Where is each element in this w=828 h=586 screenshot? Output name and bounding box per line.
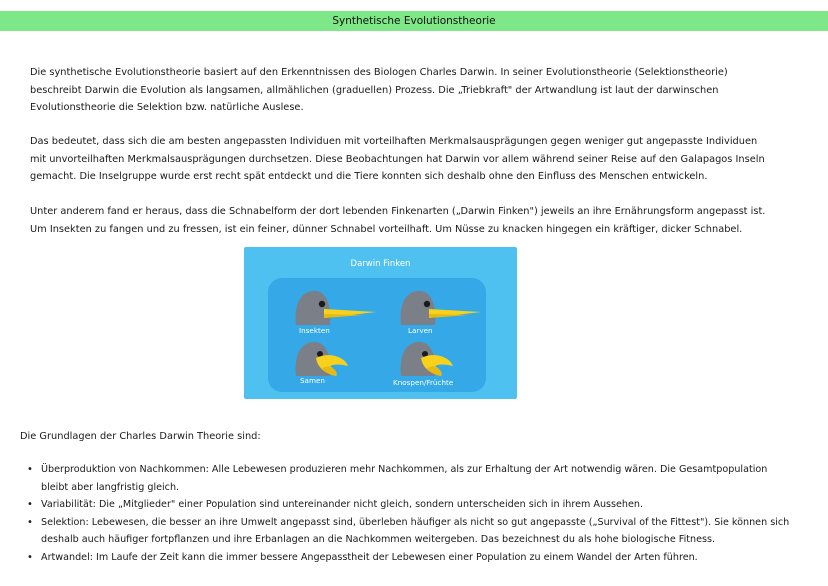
list-heading: Die Grundlagen der Charles Darwin Theorie sind: bbox=[20, 431, 261, 442]
finch-larven bbox=[399, 287, 484, 327]
darwin-principles-list bbox=[25, 461, 795, 566]
finch-label-larven: Larven bbox=[408, 326, 433, 335]
finch-insekten bbox=[294, 287, 379, 327]
finch-knospen bbox=[399, 340, 459, 378]
selection-paragraph: Das bedeutet, dass sich die am besten angepassten Individuen mit vorteilhaften Merkmalsausprägungen gegen weniger gut angepasste Individuen mit unvorteilhaften Merkmalsausprägungen durchsetzen. Diese Beobachtungen hat Darwin vor allem während seiner Reise auf den Galapagos Inseln gemacht. Die Inselgruppe wurde erst recht spät entdeckt und die Tiere konnten sich deshalb ohne den Einfluss des Menschen entwickeln. bbox=[30, 136, 765, 182]
finches-paragraph: Unter anderem fand er heraus, dass die Schnabelform der dort lebenden Finkenarten („Darwin Finken") jeweils an ihre Ernährungsform angepasst ist. Um Insekten zu fangen und zu fressen, ist ein feiner, dünner Schnabel vorteilhaft. Um Nüsse zu knacken hingegen ein kräftiger, dicker Schnabel. bbox=[30, 206, 766, 235]
list-item: • Variabilität: Die „Mitglieder" einer Population sind untereinander nicht gleich, sondern unterscheiden sich in ihrem Aussehen. bbox=[25, 496, 795, 514]
finch-thick-beak-icon bbox=[399, 340, 459, 378]
finch-thin-beak-icon bbox=[399, 287, 484, 327]
finch-thick-beak-icon bbox=[294, 340, 354, 378]
page-title-banner bbox=[0, 11, 828, 31]
darwin-finches-figure bbox=[244, 247, 517, 399]
list-item: • Selektion: Lebewesen, die besser an ihre Umwelt angepasst sind, überleben häufiger als nicht so gut angepasste („Survival of the Fittest"). Sie können sich deshalb auch häufiger fortpflanzen und ihre Erbanlagen an die Nachkommen weitergeben. Das bezeichnest du als hohe biologische Fitness. bbox=[25, 514, 795, 549]
figure-title: Darwin Finken bbox=[350, 259, 411, 269]
finch-label-knospen: Knospen/Früchte bbox=[393, 378, 454, 387]
list-item: • Artwandel: Im Laufe der Zeit kann die immer bessere Angepasstheit der Lebewesen einer Population zu einem Wandel der Arten führen. bbox=[25, 549, 795, 567]
finch-thin-beak-icon bbox=[294, 287, 379, 327]
list-item: • Überproduktion von Nachkommen: Alle Lebewesen produzieren mehr Nachkommen, als zur Erhaltung der Art notwendig wären. Die Gesamtpopulation bleibt aber langfristig gleich. bbox=[25, 461, 795, 496]
finch-label-samen: Samen bbox=[300, 376, 325, 385]
finch-samen bbox=[294, 340, 354, 378]
intro-paragraph: Die synthetische Evolutionstheorie basiert auf den Erkenntnissen des Biologen Charles Darwin. In seiner Evolutionstheorie (Selektionstheorie) beschreibt Darwin die Evolution als langsamen, allmählichen (graduellen) Prozess. Die „Triebkraft" der Artwandlung ist laut der darwinschen Evolutionstheorie die Selektion bzw. natürliche Auslese. bbox=[30, 67, 728, 113]
page-title: Synthetische Evolutionstheorie bbox=[332, 15, 496, 27]
finch-label-insekten: Insekten bbox=[299, 326, 330, 335]
